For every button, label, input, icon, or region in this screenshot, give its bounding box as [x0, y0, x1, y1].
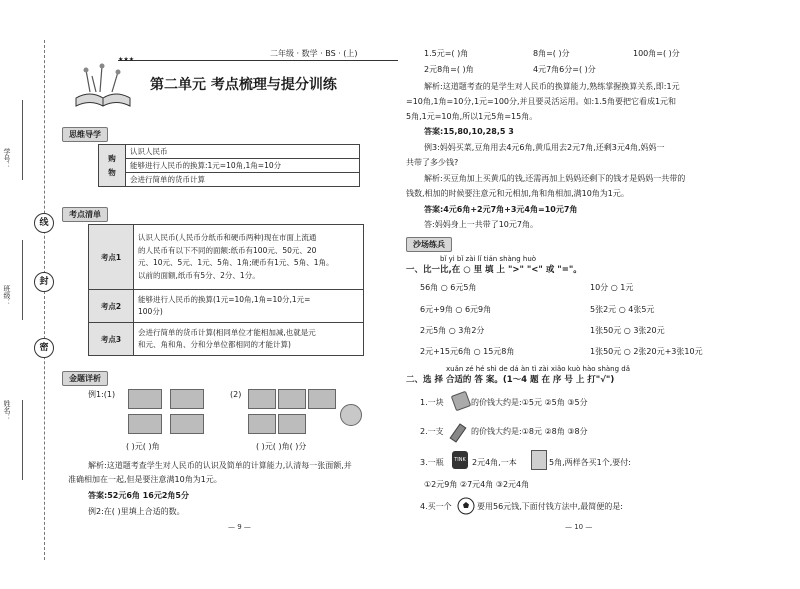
conversion-1: 1.5元=( )角: [424, 49, 469, 58]
thinking-table: [98, 144, 360, 187]
example-3-line: 例3:妈妈买菜,豆角用去4元6角,黄瓜用去2元7角,还剩3元4角,妈妈一: [424, 143, 665, 152]
example-2-prompt: 例2:在( )里填上合适的数。: [88, 507, 185, 516]
pencil-image: [450, 423, 467, 442]
name-line: [22, 400, 23, 480]
header-stars: ★★★: [118, 56, 135, 63]
banknote-image: [248, 414, 276, 434]
analysis-1-line: 准确相加在一起,但是要注意满10角为1元。: [68, 475, 222, 484]
page-number-left: — 9 —: [228, 523, 251, 531]
compare-right-1: 10分 ○ 1元: [590, 283, 634, 292]
point-1-label: 考点1: [89, 225, 134, 290]
analysis-1-line: 解析:这道题考查学生对人民币的认识及简单的计算能力,认清每一张面额,并: [88, 461, 352, 470]
banknote-image: [128, 414, 162, 434]
example-1-label: 例1:(1): [88, 390, 116, 399]
header-rule: [118, 60, 398, 61]
eraser-image: [451, 391, 472, 412]
class-line: [22, 240, 23, 320]
thinking-row-2: 能够进行人民币的换算:1元=10角,1角=10分: [126, 159, 360, 173]
banknote-image: [170, 389, 204, 409]
notebook-image: [531, 450, 547, 470]
section-tab-examples: 金题详析: [62, 371, 108, 386]
banknote-image: [278, 414, 306, 434]
page-number-right: — 10 —: [565, 523, 593, 531]
answer-3: 答案:4元6角+2元7角+3元4角=10元7角: [424, 205, 578, 214]
choice-2-options: 的价钱大约是:①8元 ②8角 ③8分: [471, 427, 588, 436]
class-label: 班级：: [3, 285, 11, 306]
seal-mark-xian: 线: [34, 213, 54, 233]
pinyin-line-2: xuǎn zé hé shì de dá àn tì zài xiǎo kuò hào shàng dǎ: [446, 365, 631, 373]
ink-bottle-image: TINK: [452, 451, 468, 469]
point-2-label: 考点2: [89, 290, 134, 323]
question-1-title: 一、比一比,在 ○ 里 填 上 ">" "<" 或 "="。: [406, 265, 582, 275]
banknote-image: [128, 389, 162, 409]
compare-right-4: 1张50元 ○ 2张20元+3张10元: [590, 347, 703, 356]
conversion-3: 100角=( )分: [633, 49, 680, 58]
student-id-line: [22, 100, 23, 180]
banknote-image: [248, 389, 276, 409]
compare-left-4: 2元+15元6角 ○ 15元8角: [420, 347, 515, 356]
answer-1: 答案:52元6角 16元2角5分: [88, 491, 189, 500]
example-1-answer-blank-1: ( )元( )角: [126, 442, 160, 451]
analysis-2-line: 解析:这道题考查的是学生对人民币的换算能力,熟练掌握换算关系,即:1元: [424, 82, 680, 91]
football-image: [457, 497, 475, 515]
point-3-label: 考点3: [89, 323, 134, 356]
point-1-content: [134, 225, 364, 290]
example-1-answer-blank-2: ( )元( )角( )分: [256, 442, 307, 451]
conversion-2: 8角=( )分: [533, 49, 570, 58]
choice-1-prefix: 1.一块: [420, 398, 444, 407]
compare-left-3: 2元5角 ○ 3角2分: [420, 326, 485, 335]
choice-1-options: 的价钱大约是:①5元 ②5角 ③5分: [471, 398, 588, 407]
point-2-line: 能够进行人民币的换算(1元=10角,1角=10分,1元=: [138, 294, 311, 304]
compare-right-3: 1张50元 ○ 3张20元: [590, 326, 665, 335]
choice-3-prefix: 3.一瓶: [420, 458, 444, 467]
thinking-row-head: 购 物: [99, 145, 126, 187]
example-1-part-2: (2): [230, 390, 242, 399]
section-tab-points: 考点清单: [62, 207, 108, 222]
section-tab-thinking: 思维导学: [62, 127, 108, 142]
analysis-3-line: 钱数,相加的时候要注意元和元相加,角和角相加,满10角为1元。: [406, 189, 629, 198]
compare-left-1: 56角 ○ 6元5角: [420, 283, 477, 292]
page-title: 第二单元 考点梳理与提分训练: [150, 77, 337, 93]
conversion-5: 4元7角6分=( )分: [533, 65, 596, 74]
point-1-line: 元、10元、5元、1元、5角、1角;硬币有1元、5角、1角。: [138, 258, 334, 267]
analysis-2-line: =10角,1角=10分,1元=100分,并且要灵活运用。如:1.5角要把它看成1元和: [406, 97, 677, 106]
point-2-line: 100分): [138, 307, 163, 316]
point-1-line: 以前的面额,纸币有5分、2分、1分。: [138, 270, 260, 280]
seal-mark-mi: 密: [34, 338, 54, 358]
point-3-line: 会进行简单的货币计算(相同单位才能相加减,也就是元: [138, 327, 316, 337]
compare-left-2: 6元+9角 ○ 6元9角: [420, 305, 492, 314]
thinking-row-3: 会进行简单的货币计算: [126, 173, 360, 187]
thinking-row-1: 认识人民币: [126, 145, 360, 159]
point-3-line: 和元、角和角、分和分单位都相同的才能计算): [138, 340, 291, 349]
choice-4-prefix: 4.买一个: [420, 502, 452, 511]
coin-image: [340, 404, 362, 426]
question-2-title: 二、选 择 合适的 答 案。(1～4 题 在 序 号 上 打"√"): [406, 375, 615, 385]
points-table: [88, 224, 364, 356]
binding-dashed-line: [44, 40, 45, 560]
pinyin-line-1: bǐ yi bǐ zài lǐ tián shàng huò: [440, 255, 537, 263]
open-book-illustration: [70, 62, 136, 112]
compare-right-2: 5张2元 ○ 4张5元: [590, 305, 655, 314]
conversion-4: 2元8角=( )角: [424, 65, 474, 74]
choice-3-suffix: 5角,两样各买1个,要付:: [549, 458, 631, 467]
analysis-2-line: 5角,1元=10角,所以1元5角=15角。: [406, 112, 538, 121]
grade-info: 二年级 · 数学 · BS · (上): [270, 49, 358, 58]
section-tab-drill: 沙场练兵: [406, 237, 452, 252]
banknote-image: [170, 414, 204, 434]
seal-mark-feng: 封: [34, 272, 54, 292]
banknote-image: [308, 389, 336, 409]
choice-4-text: 要用56元钱,下面付钱方法中,最简便的是:: [477, 502, 623, 511]
point-1-line: 认识人民币(人民币分纸币和硬币两种)现在市面上流通: [138, 233, 317, 242]
answer-3-statement: 答:妈妈身上一共带了10元7角。: [424, 220, 538, 229]
point-3-content: [134, 323, 364, 356]
banknote-image: [278, 389, 306, 409]
answer-2: 答案:15,80,10,28,5 3: [424, 127, 514, 136]
point-1-line: 的人民币有以下不同的面额:纸币有100元、50元、20: [138, 245, 317, 255]
analysis-3-line: 解析:买豆角加上买黄瓜的钱,还需再加上妈妈还剩下的钱才是妈妈一共带的: [424, 174, 686, 183]
name-label: 姓名：: [3, 400, 11, 421]
choice-3-options: ①2元9角 ②7元4角 ③2元4角: [424, 480, 530, 489]
choice-3-middle: 2元4角,一本: [472, 458, 517, 467]
point-2-content: [134, 290, 364, 323]
student-id-label: 学号：: [3, 148, 11, 169]
choice-2-prefix: 2.一支: [420, 427, 444, 436]
example-3-line: 共带了多少钱?: [406, 158, 459, 167]
